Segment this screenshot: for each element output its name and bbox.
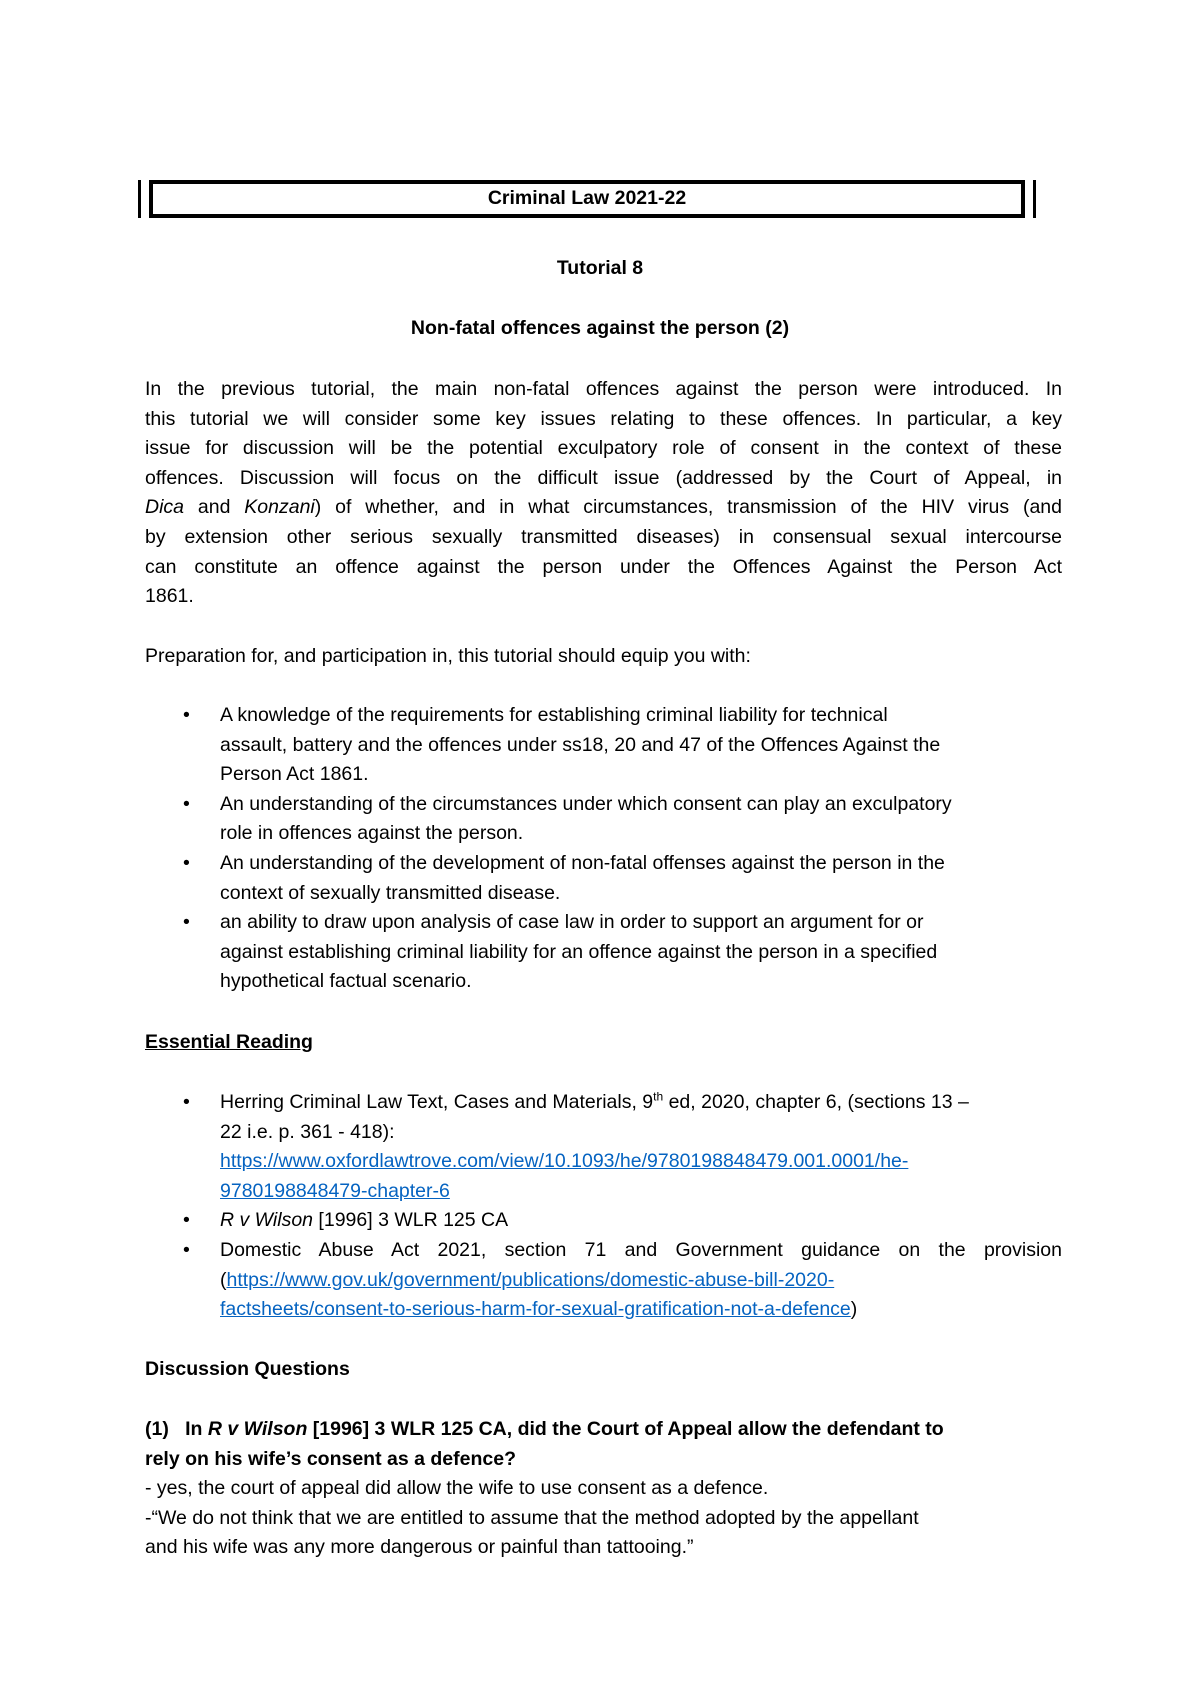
list-item: • Domestic Abuse Act 2021, section 71 and Government guidance on the provision (https://www.gov.uk/government/publications/domestic-abuse-bill-2020- factsheets/consent-to-serious-harm-for-sexual-gratification-not-a-defence) (145, 1236, 1062, 1325)
bullet-icon: • (183, 851, 190, 874)
reading-list (145, 1088, 1062, 1325)
answer-quote-cont: and his wife was any more dangerous or painful than tattooing.” (145, 1536, 694, 1559)
question-number: (1) (145, 1418, 169, 1440)
question-1: (1) In R v Wilson [1996] 3 WLR 125 CA, did the Court of Appeal allow the defendant to rely on his wife’s consent as a defence? - yes, the court of appeal did allow the wife to use consent as a defence. -“We do not think that we are entitled to assume that the method adopted by the appellant and his wife was any more dangerous or painful than tattooing.” (145, 1415, 1062, 1563)
case-wilson: R v Wilson (220, 1209, 314, 1232)
tutorial-topic: Non-fatal offences against the person (2) (410, 317, 790, 339)
case-wilson-question: R v Wilson (207, 1418, 308, 1440)
oxford-lawtrove-link[interactable]: https://www.oxfordlawtrove.com/view/10.1093/he/9780198848479.001.0001/he- (220, 1150, 909, 1173)
bullet-icon: • (183, 1238, 190, 1261)
list-item: • R v Wilson [1996] 3 WLR 125 CA (145, 1206, 1062, 1236)
title-banner (138, 180, 1036, 218)
bullet-icon: • (183, 1209, 190, 1232)
gov-uk-guidance-link[interactable]: https://www.gov.uk/government/publications/domestic-abuse-bill-2020- (226, 1268, 835, 1291)
list-item: • An understanding of the circumstances under which consent can play an exculpatory role in offences against the person. (145, 790, 1062, 849)
discussion-questions-heading: Discussion Questions (145, 1358, 350, 1380)
bullet-icon: • (183, 792, 190, 815)
essential-reading-heading: Essential Reading (145, 1031, 313, 1053)
bullet-icon: • (183, 911, 190, 934)
bullet-icon: • (183, 704, 190, 726)
oxford-lawtrove-link-cont[interactable]: 9780198848479-chapter-6 (220, 1179, 450, 1202)
course-title: Criminal Law 2021-22 (149, 180, 1025, 218)
tutorial-number: Tutorial 8 (556, 257, 644, 279)
answer-line: - yes, the court of appeal did allow the wife to use consent as a defence. (145, 1477, 769, 1500)
bullet-icon: • (183, 1091, 190, 1113)
learning-outcomes-list (145, 701, 1062, 997)
answer-quote: -“We do not think that we are entitled to assume that the method adopted by the appellant (145, 1506, 919, 1529)
preparation-lead: Preparation for, and participation in, this tutorial should equip you with: (145, 645, 751, 667)
case-konzani: Konzani (244, 496, 315, 519)
list-item: • Herring Criminal Law Text, Cases and Materials, 9th ed, 2020, chapter 6, (sections 13 – 22 i.e. p. 361 - 418): https://www.oxfordlawtrove.com/view/10.1093/he/9780198848479.001.0001/he- 9780198848479-chapter-6 (145, 1088, 1062, 1206)
list-item: • An understanding of the development of non-fatal offenses against the person in the context of sexually transmitted disease. (145, 849, 1062, 908)
list-item: • an ability to draw upon analysis of case law in order to support an argument for or against establishing criminal liability for an offence against the person in a specified hypothetical factual scenario. (145, 908, 1062, 997)
intro-paragraph: In the previous tutorial, the main non-fatal offences against the person were introduced. In this tutorial we will consider some key issues relating to these offences. In particular, a key issue for discussion will be the potential exculpatory role of consent in the context of these offences. Discussion will focus on the difficult issue (addressed by the Court of Appeal, in Dica and Konzani) of whether, and in what circumstances, transmission of the HIV virus (and by extension other serious sexually transmitted diseases) in consensual sexual intercourse can constitute an offence against the person under the Offences Against the Person Act 1861. (145, 378, 1063, 608)
gov-uk-guidance-link-cont[interactable]: factsheets/consent-to-serious-harm-for-sexual-gratification-not-a-defence (220, 1298, 851, 1321)
case-dica: Dica (145, 496, 185, 519)
list-item: • A knowledge of the requirements for establishing criminal liability for technical assault, battery and the offences under ss18, 20 and 47 of the Offences Against the Person Act 1861. (145, 701, 1062, 790)
